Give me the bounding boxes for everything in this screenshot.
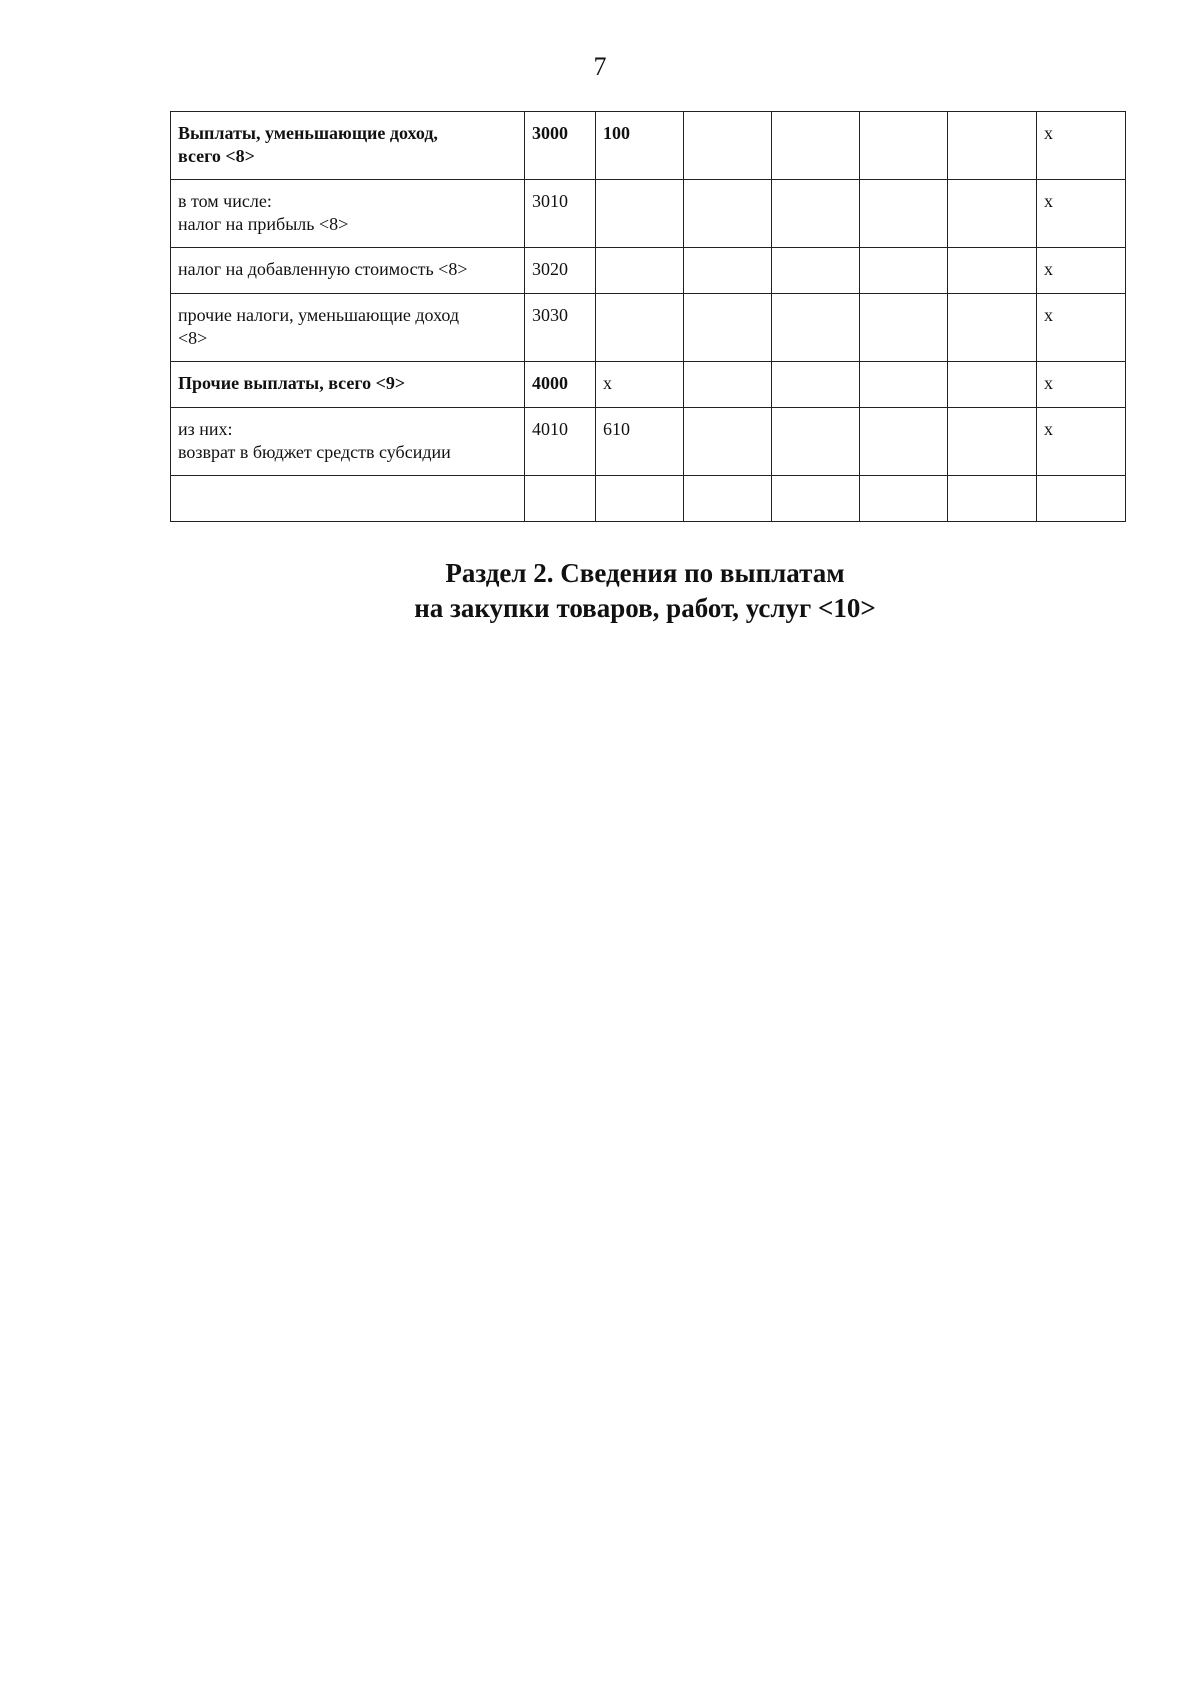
value-cell <box>596 180 684 248</box>
row-name-cell <box>171 294 525 362</box>
value-cell <box>860 294 948 362</box>
page-number: 7 <box>593 52 607 81</box>
row-name-cell <box>171 362 525 408</box>
row-code-cell: 3000 <box>525 112 596 180</box>
value-cell <box>948 476 1037 522</box>
value-cell <box>860 112 948 180</box>
value-cell <box>772 248 860 294</box>
row-code-cell: 3010 <box>525 180 596 248</box>
value-cell <box>948 408 1037 476</box>
value-cell <box>684 408 772 476</box>
section-title-line: на закупки товаров, работ, услуг <10> <box>414 593 876 623</box>
value-cell <box>596 248 684 294</box>
table-row <box>171 408 1126 476</box>
value-cell <box>860 248 948 294</box>
value-cell: х <box>1037 112 1126 180</box>
row-name-line: налог на прибыль <8> <box>178 214 349 234</box>
value-cell <box>1037 476 1126 522</box>
value-cell <box>860 476 948 522</box>
value-cell <box>596 294 684 362</box>
row-name-line: всего <8> <box>178 146 255 166</box>
value-cell <box>684 362 772 408</box>
value-cell <box>860 408 948 476</box>
row-name-cell <box>171 180 525 248</box>
table-row <box>171 112 1126 180</box>
row-name-line: прочие налоги, уменьшающие доход <box>178 305 460 325</box>
row-code-cell: 4010 <box>525 408 596 476</box>
row-name-line: в том числе: <box>178 191 272 211</box>
value-cell <box>948 112 1037 180</box>
value-cell <box>948 180 1037 248</box>
table-row <box>171 362 1126 408</box>
value-cell: х <box>1037 408 1126 476</box>
value-cell <box>684 294 772 362</box>
value-cell <box>860 362 948 408</box>
row-name-line: Прочие выплаты, всего <9> <box>178 373 406 393</box>
value-cell <box>772 362 860 408</box>
value-cell <box>684 112 772 180</box>
row-code-cell: 3030 <box>525 294 596 362</box>
section-title <box>0 556 1200 626</box>
row-name-line: возврат в бюджет средств субсидии <box>178 442 451 462</box>
row-name-cell <box>171 408 525 476</box>
value-cell <box>684 476 772 522</box>
value-cell <box>772 476 860 522</box>
value-cell: х <box>1037 180 1126 248</box>
row-code-cell <box>525 476 596 522</box>
table-row <box>171 248 1126 294</box>
value-cell <box>684 248 772 294</box>
section-title-line: Раздел 2. Сведения по выплатам <box>445 558 845 588</box>
value-cell <box>772 112 860 180</box>
value-cell: 100 <box>596 112 684 180</box>
row-name-line: <8> <box>178 328 208 348</box>
value-cell <box>948 294 1037 362</box>
value-cell: х <box>1037 248 1126 294</box>
row-name-cell <box>171 112 525 180</box>
row-code-cell: 4000 <box>525 362 596 408</box>
value-cell <box>948 248 1037 294</box>
row-name-line: Выплаты, уменьшающие доход, <box>178 123 438 143</box>
value-cell <box>772 408 860 476</box>
table-row <box>171 294 1126 362</box>
payments-table-body <box>171 112 1126 522</box>
row-name-cell <box>171 248 525 294</box>
value-cell <box>860 180 948 248</box>
value-cell: х <box>1037 294 1126 362</box>
row-name-line: налог на добавленную стоимость <8> <box>178 259 468 279</box>
value-cell <box>948 362 1037 408</box>
table-row <box>171 180 1126 248</box>
value-cell <box>684 180 772 248</box>
row-name-line: из них: <box>178 419 233 439</box>
payments-table <box>170 111 1126 522</box>
value-cell: х <box>596 362 684 408</box>
table-row <box>171 476 1126 522</box>
value-cell: х <box>1037 362 1126 408</box>
value-cell: 610 <box>596 408 684 476</box>
value-cell <box>772 294 860 362</box>
row-code-cell: 3020 <box>525 248 596 294</box>
value-cell <box>772 180 860 248</box>
row-name-cell <box>171 476 525 522</box>
value-cell <box>596 476 684 522</box>
